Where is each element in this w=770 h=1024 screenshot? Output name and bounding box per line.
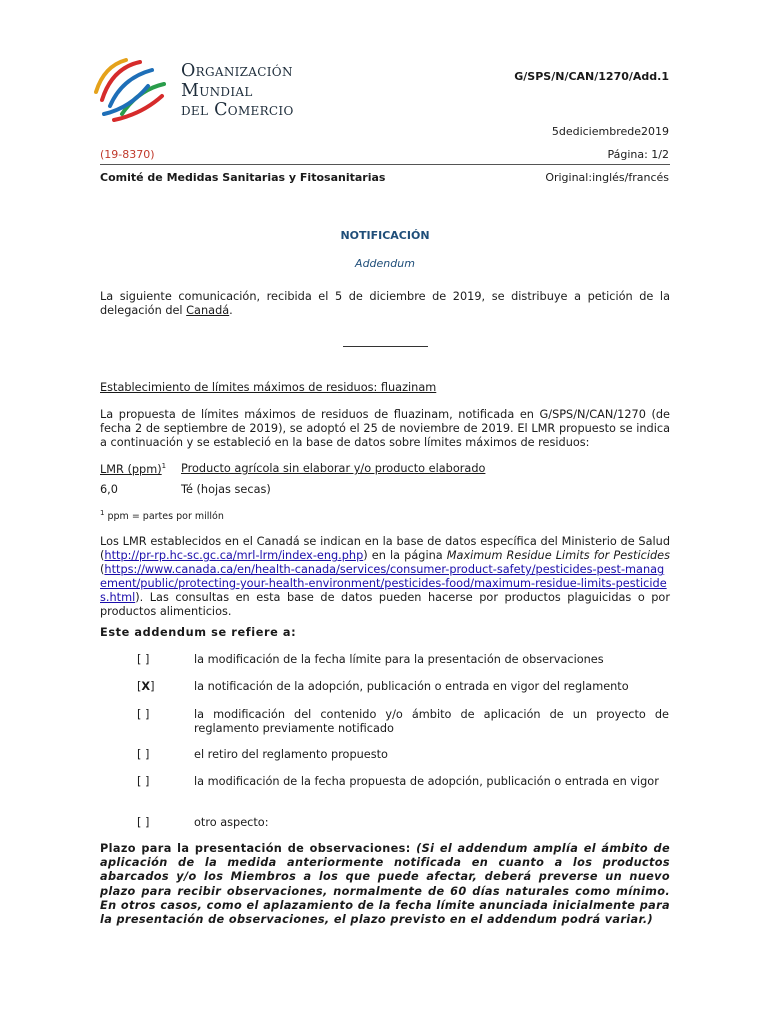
table-cell-product: Té (hojas secas) (181, 483, 271, 496)
body2-text-3: ( (100, 563, 105, 576)
table-header-mrl-text: LMR (ppm) (100, 462, 162, 476)
committee-name: Comité de Medidas Sanitarias y Fitosanitarias (100, 171, 386, 184)
option-label: la notificación de la adopción, publicación o entrada en vigor del reglamento (194, 680, 629, 693)
option-label: la modificación de la fecha límite para la presentación de observaciones (194, 653, 604, 666)
body-paragraph-2 (100, 535, 670, 619)
document-reference: (19-8370) (100, 148, 155, 161)
footnote-text: ppm = partes por millón (104, 511, 224, 523)
table-header-product-text: Producto agrícola sin elaborar y/o producto elaborado (181, 462, 486, 475)
table-header-mrl (100, 462, 166, 476)
original-language: Original:inglés/francés (545, 171, 669, 184)
health-canada-db-link[interactable]: http://pr-rp.hc-sc.gc.ca/mrl-lrm/index-eng.php (104, 549, 364, 562)
option-label: otro aspecto: (194, 816, 269, 829)
organization-name (181, 62, 294, 121)
intro-text: La siguiente comunicación, recibida el 5 de diciembre de 2019, se distribuye a petición de la delegación del (100, 290, 670, 317)
intro-end: . (229, 304, 233, 317)
option-checkbox[interactable]: [ ] (137, 816, 150, 829)
option-checkbox[interactable]: [ ] (137, 708, 150, 721)
deadline-text: (Si el addendum amplía el ámbito de aplicación de la medida anteriormente notificada en cuanto a los productos abarcados y/o los Miembros a los que puede afectar, deberá preverse un nuevo plazo para recibir observaciones, normalmente de 60 días naturales como mínimo. En otros casos, como el aplazamiento de la fecha límite anunciada inicialmente para la presentación de observaciones, el plazo previsto en el addendum podrá variar.) (100, 842, 670, 927)
intro-paragraph (100, 290, 670, 318)
option-checkbox[interactable]: [X] (137, 680, 155, 693)
option-label: la modificación del contenido y/o ámbito de aplicación de un proyecto de reglamento previamente notificado (194, 708, 669, 735)
canada-mrl-page-link[interactable]: https://www.canada.ca/en/health-canada/services/consumer-product-safety/pesticides-pest-management/public/protecting-your-health-environment/pesticides-food/maximum-residue-limits-pesticides.html (100, 563, 667, 604)
document-symbol: G/SPS/N/CAN/1270/Add.1 (514, 70, 669, 83)
deadline-label: Plazo para la presentación de observaciones: (100, 842, 411, 855)
org-line-2: Mundial (181, 80, 253, 101)
body-paragraph-1: La propuesta de límites máximos de residuos de fluazinam, notificada en G/SPS/N/CAN/1270 (de fecha 2 de septiembre de 2019), se adoptó el 25 de noviembre de 2019. El LMR propuesto se indica a continuación y se estableció en la base de datos sobre límites máximos de residuos: (100, 408, 670, 449)
option-label: el retiro del reglamento propuesto (194, 748, 388, 761)
option-checkbox[interactable]: [ ] (137, 748, 150, 761)
header-rule (100, 164, 670, 165)
org-line-1: Organización (181, 61, 293, 81)
body2-italic: Maximum Residue Limits for Pesticides (446, 549, 670, 562)
comments-deadline (100, 842, 670, 927)
option-checkbox[interactable]: [ ] (137, 653, 150, 666)
org-line-3: del Comercio (181, 100, 294, 120)
subject-text: Establecimiento de límites máximos de residuos: fluazinam (100, 381, 437, 394)
body2-text-4: ). Las consultas en esta base de datos pueden hacerse por productos plaguicidas o por productos alimenticios. (100, 591, 670, 618)
body2-text-2: ) en la página (363, 549, 447, 562)
option-checkbox[interactable]: [ ] (137, 775, 150, 788)
table-header-product (181, 462, 485, 475)
footnote (100, 509, 224, 522)
subject-heading (100, 381, 670, 395)
body2-text-1: Los LMR establecidos en el Canadá se indican en la base de datos específica del Ministerio de Salud ( (100, 535, 670, 562)
document-date: 5dediciembrede2019 (551, 125, 669, 138)
table-header-sup: 1 (161, 462, 167, 470)
addendum-title: Addendum (355, 257, 415, 270)
option-label: la modificación de la fecha propuesta de adopción, publicación o entrada en vigor (194, 775, 659, 788)
footnote-mark: 1 (100, 509, 105, 517)
table-cell-mrl: 6,0 (100, 483, 118, 496)
concerns-label: Este addendum se refiere a: (100, 626, 297, 639)
wto-logo-icon (92, 56, 170, 122)
notification-title: NOTIFICACIÓN (340, 229, 430, 242)
intro-country: Canadá (186, 304, 230, 317)
page-number: Página: 1/2 (607, 148, 669, 161)
separator-line (343, 346, 428, 347)
